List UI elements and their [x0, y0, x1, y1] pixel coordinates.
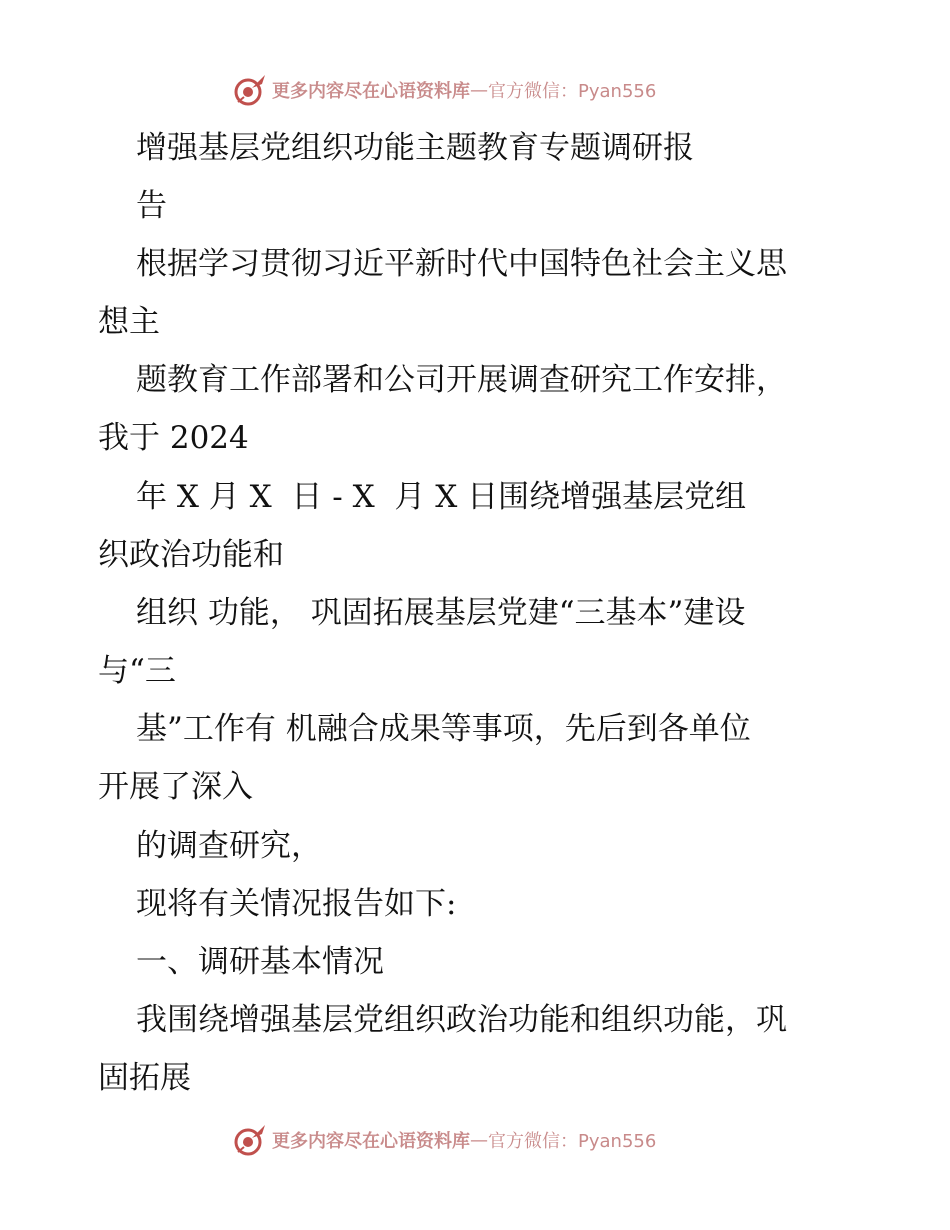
watermark-lead-text: 更多内容尽在心语资料库	[272, 1131, 470, 1152]
doc-line: 基”工作有 机融合成果等事项，先后到各单位	[136, 711, 751, 747]
doc-line: 我于 2024	[98, 420, 249, 456]
doc-line: 组织 功能， 巩固拓展基层党建“三基本”建设	[136, 595, 746, 631]
doc-title-line-2: 告	[136, 188, 167, 224]
doc-title-line-1: 增强基层党组织功能主题教育专题调研报	[136, 130, 694, 166]
watermark-dash: —	[470, 1129, 488, 1151]
doc-line: 我围绕增强基层党组织政治功能和组织功能，巩	[136, 1002, 787, 1038]
watermark-dash: —	[470, 79, 488, 101]
doc-line: 织政治功能和	[98, 537, 284, 573]
header-watermark	[232, 72, 656, 108]
watermark-wechat-text: 官方微信：Pyan556	[488, 1131, 657, 1152]
doc-line: 根据学习贯彻习近平新时代中国特色社会主义思	[136, 246, 787, 282]
doc-line: 开展了深入	[98, 769, 253, 805]
doc-line: 年 X 月 X 日 - X 月 X 日围绕增强基层党组	[136, 479, 747, 515]
doc-line: 题教育工作部署和公司开展调查研究工作安排，	[136, 362, 787, 398]
watermark-lead-text: 更多内容尽在心语资料库	[272, 81, 470, 102]
quill-logo-icon	[232, 1122, 268, 1158]
doc-line: 固拓展	[98, 1060, 191, 1096]
watermark-wechat-text: 官方微信：Pyan556	[488, 81, 657, 102]
doc-line: 与“三	[98, 653, 176, 689]
doc-line: 的调查研究，	[136, 828, 322, 864]
footer-watermark	[232, 1122, 656, 1158]
doc-line: 现将有关情况报告如下:	[136, 886, 457, 922]
quill-logo-icon	[232, 72, 268, 108]
section-heading: 一、调研基本情况	[136, 944, 384, 980]
doc-line: 想主	[98, 304, 160, 340]
